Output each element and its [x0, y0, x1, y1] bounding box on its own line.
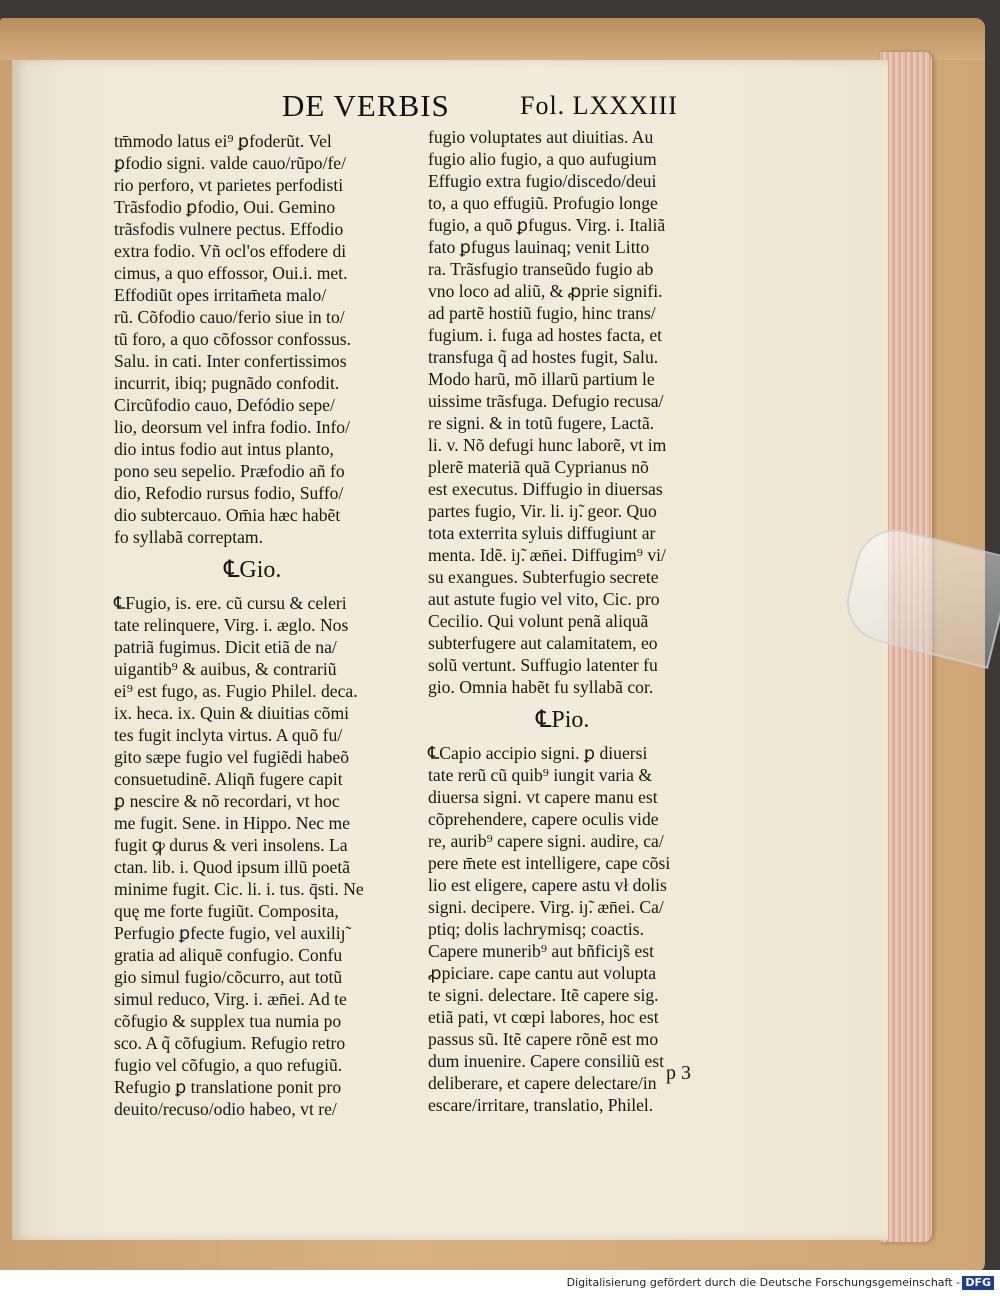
text-line: re, aurib⁹ capere signi. audire, ca/ [428, 831, 664, 851]
text-line: rũ. Cõfodio cauo/ferio siue in to/ [114, 307, 345, 327]
text-line: rio perforo, vt parietes perfodisti [114, 175, 344, 195]
text-line: su exangues. Subterfugio secrete [428, 567, 659, 587]
text-line: dio, Refodio rursus fodio, Suffo/ [114, 483, 344, 503]
text-line: Cecilio. Qui volunt penã aliquã [428, 611, 649, 631]
text-line: escare/irritare, translatio, Philel. [428, 1095, 654, 1115]
text-line: Modo harũ, mõ illarũ partium le [428, 369, 655, 389]
text-line: ad partẽ hostiũ fugio, hinc trans/ [428, 303, 656, 323]
text-line: incurrit, ibiq; pugnãdo confodit. [114, 373, 340, 393]
text-line: deuito/recuso/odio habeo, vt re/ [114, 1099, 337, 1119]
text-line: diuersa signi. vt capere manu est [428, 787, 658, 807]
book-cover-top-edge [0, 18, 985, 60]
text-line: cimus, a quo effossor, Oui.i. met. [114, 263, 348, 283]
text-line: ℄Capio accipio signi. ꝑ diuersi [428, 743, 648, 763]
text-line: signi. decipere. Virg. iȷ̃. æn̄ei. Ca/ [428, 897, 664, 917]
text-line: minime fugit. Cic. li. i. tus. q̄sti. Ne [114, 879, 364, 899]
text-line: tũ foro, a quo cõfossor confossus. [114, 329, 351, 349]
running-header [282, 88, 722, 128]
text-line: uissime trãsfuga. Defugio recusa/ [428, 391, 664, 411]
text-line: transfuga q̃ ad hostes fugit, Salu. [428, 347, 659, 367]
text-line: pono seu sepelio. Præfodio añ fo [114, 461, 345, 481]
text-column-left [114, 130, 424, 1120]
text-line: quę me forte fugiũt. Composita, [114, 901, 339, 921]
text-line: dio intus fodio aut intus planto, [114, 439, 334, 459]
text-line: tate rerũ cũ quib⁹ iungit varia & [428, 765, 653, 785]
text-line: gio simul fugio/cõcurro, aut totũ [114, 967, 343, 987]
text-line: me fugit. Sene. in Hippo. Nec me [114, 813, 350, 833]
text-line: pere m̄ete est intelligere, cape cõsi [428, 853, 671, 873]
text-line: tate relinquere, Virg. i. æglo. Nos [114, 615, 349, 635]
text-line: fugit ꝙ durus & veri insolens. La [114, 835, 348, 855]
text-line: vno loco ad aliũ, & ꝓprie signifi. [428, 281, 663, 301]
funding-banner [0, 1270, 1000, 1296]
text-line: te signi. delectare. Itẽ capere sig. [428, 985, 659, 1005]
text-line: to, a quo effugiũ. Profugio longe [428, 193, 658, 213]
text-line: ꝓpiciare. cape cantu aut volupta [428, 963, 657, 983]
text-line: uigantib⁹ & auibus, & contrariũ [114, 659, 337, 679]
header-title: DE VERBIS [282, 88, 450, 123]
text-line: fugio voluptates aut diuitias. Au [428, 127, 654, 147]
text-line: extra fodio. Vñ ocl'os effodere di [114, 241, 347, 261]
text-line: subterfugere aut calamitatem, eo [428, 633, 658, 653]
text-line: ℄Fugio, is. ere. cũ cursu & celeri [114, 593, 347, 613]
text-line: fato ꝑfugus lauinaq; venit Litto [428, 237, 650, 257]
text-line: fugio vel cõfugio, a quo refugiũ. [114, 1055, 343, 1075]
text-line: etiã pati, vt cœpi labores, hoc est [428, 1007, 659, 1027]
text-line: dio subtercauo. Om̄ia hæc habẽt [114, 505, 341, 525]
text-line: gio. Omnia habẽt fu syllabã cor. [428, 677, 654, 697]
dfg-logo: DFG [962, 1276, 994, 1290]
text-line: Perfugio ꝑfecte fugio, vel auxiliȷ̃ [114, 923, 346, 943]
text-line: trãsfodis vulnere pectus. Effodio [114, 219, 344, 239]
text-line: Trãsfodio ꝑfodio, Oui. Gemino [114, 197, 336, 217]
text-line: Salu. in cati. Inter confertissimos [114, 351, 347, 371]
text-line: fo syllabã correptam. [114, 527, 263, 547]
text-line: simul reduco, Virg. i. æn̄ei. Ad te [114, 989, 347, 1009]
text-line: consuetudinẽ. Aliqñ fugere capit [114, 769, 343, 789]
text-line: est executus. Diffugio in diuersas [428, 479, 663, 499]
funding-text: Digitalisierung gefördert durch die Deutsche Forschungsgemeinschaft - [566, 1276, 960, 1289]
text-line: fugio, a quõ ꝑfugus. Virg. i. Italiã [428, 215, 666, 235]
text-line: tm̄modo latus ei⁹ ꝑfoderũt. Vel [114, 131, 332, 151]
text-line: cõfugio & supplex tua numia po [114, 1011, 342, 1031]
text-line: ꝑ nescire & nõ recordari, vt hoc [114, 791, 340, 811]
text-line: lio, deorsum vel infra fodio. Info/ [114, 417, 350, 437]
text-line: gratia ad aliquẽ confugio. Confu [114, 945, 343, 965]
text-line: Refugio ꝑ translatione ponit pro [114, 1077, 342, 1097]
folio-number: Fol. LXXXIII [520, 91, 678, 120]
text-line: cõprehendere, capere oculis vide [428, 809, 659, 829]
text-line: ctan. lib. i. Quod ipsum illũ poetã [114, 857, 351, 877]
text-line: deliberare, et capere delectare/in [428, 1073, 657, 1093]
text-line: ei⁹ est fugo, as. Fugio Philel. deca. [114, 681, 358, 701]
text-line: tota exterrita syluis diffugiunt ar [428, 523, 656, 543]
text-line: Effodiũt opes irritam̄eta malo/ [114, 285, 327, 305]
text-line: partes fugio, Vir. li. iȷ̃. geor. Quo [428, 501, 657, 521]
text-line: li. v. Nõ defugi hunc laborẽ, vt im [428, 435, 667, 455]
text-line: tes fugit inclyta virtus. A quõ fu/ [114, 725, 343, 745]
text-line: passus sũ. Itẽ capere rõnẽ est mo [428, 1029, 659, 1049]
text-line: patriã fugimus. Dicit etiã de na/ [114, 637, 337, 657]
text-line: solũ vertunt. Suffugio latenter fu [428, 655, 658, 675]
text-line: sco. A q̃ cõfugium. Refugio retro [114, 1033, 346, 1053]
section-heading: ℄Pio. [536, 707, 590, 733]
text-line: fugium. i. fuga ad hostes facta, et [428, 325, 663, 345]
text-line: aut astute fugio vel vito, Cic. pro [428, 589, 660, 609]
text-line: lio est eligere, capere astu vł dolis [428, 875, 667, 895]
text-line: plerẽ materiã quã Cyprianus nõ [428, 457, 649, 477]
text-line: ꝑfodio signi. valde cauo/rũpo/fe/ [114, 153, 347, 173]
section-heading: ℄Gio. [224, 557, 282, 583]
text-column-right [428, 126, 734, 1116]
text-line: Circũfodio cauo, Defódio sepe/ [114, 395, 335, 415]
text-line: re signi. & in totũ fugere, Lactã. [428, 413, 655, 433]
text-line: fugio alio fugio, a quo aufugium [428, 149, 657, 169]
text-line: dum inuenire. Capere consiliũ est [428, 1051, 664, 1071]
text-line: menta. Idẽ. iȷ̃. æn̄ei. Diffugim⁹ vi/ [428, 545, 666, 565]
text-line: Capere munerib⁹ aut bñficiȷ̃s est [428, 941, 654, 961]
text-line: ra. Trãsfugio transeũdo fugio ab [428, 259, 654, 279]
text-line: Effugio extra fugio/discedo/deui [428, 171, 657, 191]
signature-mark: p 3 [666, 1062, 691, 1084]
text-line: gito sæpe fugio vel fugiẽdi habeõ [114, 747, 350, 767]
text-line: ix. heca. ix. Quin & diuitias cõmi [114, 703, 350, 723]
text-line: ptiq; dolis lachrymisq; coactis. [428, 919, 644, 939]
